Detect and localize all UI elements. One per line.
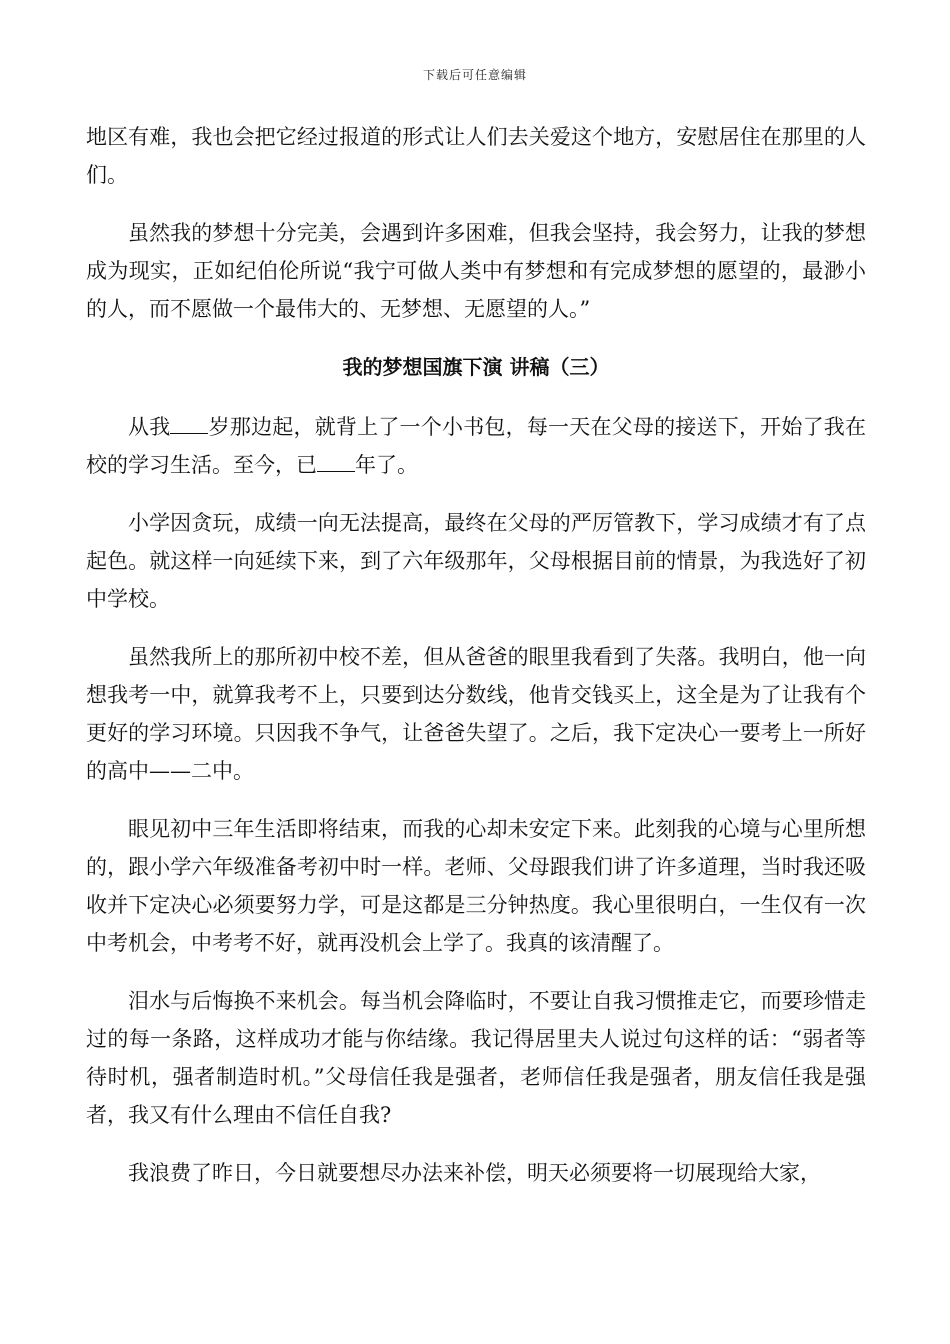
fill-blank-years [317, 449, 355, 472]
paragraph-7: 泪水与后悔换不来机会。每当机会降临时，不要让自我习惯推走它，而要珍惜走过的每一条路，这样成功才能与你结缘。我记得居里夫人说过句这样的话：“弱者等待时机，强者制造时机。”父母信任我是强者，老师信任我是强者，朋友信任我是强者，我又有什么理由不信任自我? [86, 989, 866, 1127]
document-body [86, 118, 866, 1212]
paragraph-8: 我浪费了昨日，今日就要想尽办法来补偿，明天必须要将一切展现给大家， [128, 1161, 821, 1185]
paragraph-2: 虽然我的梦想十分完美，会遇到许多困难，但我会坚持，我会努力，让我的梦想成为现实，正如纪伯伦所说“我宁可做人类中有梦想和有完成梦想的愿望的，最渺小的人，而不愿做一个最伟大的、无梦想、无愿望的人。” [86, 221, 866, 321]
paragraph-6: 眼见初中三年生活即将结束，而我的心却未安定下来。此刻我的心境与心里所想的，跟小学六年级准备考初中时一样。老师、父母跟我们讲了许多道理，当时我还吸收并下定决心必须要努力学，可是这都是三分钟热度。我心里很明白，一生仅有一次中考机会，中考考不好，就再没机会上学了。我真的该清醒了。 [86, 817, 866, 955]
paragraph-3-part-b: 岁那边起，就背上了一个小书包，每一天在父母的接送下，开始了我在校的学习生活。至今，已 [86, 415, 867, 477]
paragraph-3-part-a: 从我 [128, 415, 171, 439]
paragraph-3-part-c: 年了。 [355, 453, 418, 477]
fill-blank-age [170, 411, 208, 434]
paragraph-4: 小学因贪玩，成绩一向无法提高，最终在父母的严厉管教下，学习成绩才有了点起色。就这样一向延续下来，到了六年级那年，父母根据目前的情景，为我选好了初中学校。 [86, 511, 866, 611]
paragraph-5: 虽然我所上的那所初中校不差，但从爸爸的眼里我看到了失落。我明白，他一向想我考一中，就算我考不上，只要到达分数线，他肯交钱买上，这全是为了让我有个更好的学习环境。只因我不争气，让爸爸失望了。之后，我下定决心一要考上一所好的高中——二中。 [86, 645, 866, 783]
page-header: 下载后可任意编辑 [422, 68, 527, 82]
paragraph-1: 地区有难，我也会把它经过报道的形式让人们去关爱这个地方，安慰居住在那里的人们。 [86, 125, 866, 187]
paragraph-3 [86, 408, 866, 484]
section-title: 我的梦想国旗下演 讲稿（三） [342, 355, 610, 379]
